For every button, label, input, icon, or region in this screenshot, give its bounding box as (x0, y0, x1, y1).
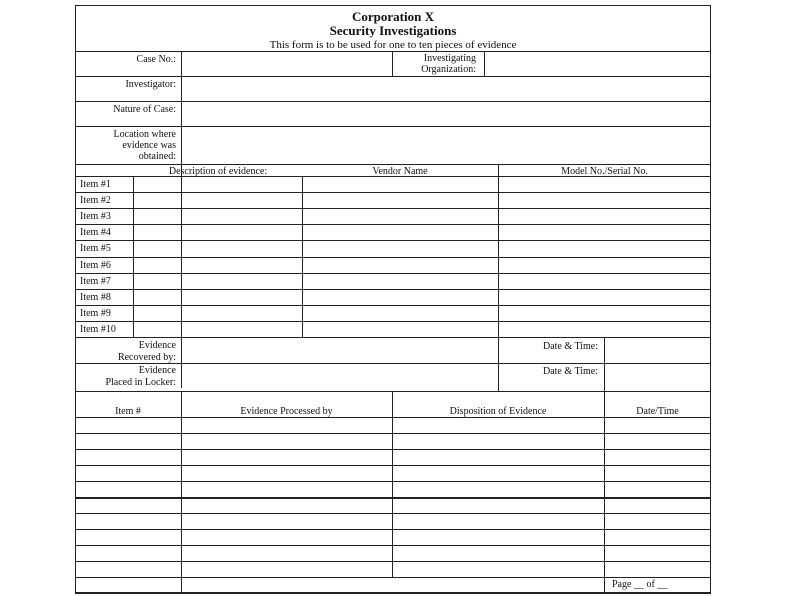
col-disposition: Disposition of Evidence (449, 406, 547, 417)
proc-processed-by-input[interactable] (182, 530, 391, 545)
placed-in-locker-label-2: Placed in Locker: (105, 377, 176, 388)
nature-of-case-input[interactable] (182, 102, 710, 126)
evidence-vendor-input[interactable] (303, 225, 497, 240)
col-description: Description of evidence: (168, 166, 268, 177)
proc-disposition-input[interactable] (393, 434, 603, 449)
proc-processed-by-input[interactable] (182, 562, 391, 577)
divider (484, 51, 485, 76)
proc-item-number-input[interactable] (76, 514, 180, 529)
proc-item-number-input[interactable] (76, 466, 180, 481)
recovered-by-label-2: Recovered by: (117, 352, 176, 363)
proc-item-number-input[interactable] (76, 418, 180, 433)
evidence-vendor-input[interactable] (303, 177, 497, 192)
col-date-time: Date/Time (636, 406, 679, 417)
divider (75, 391, 711, 392)
recovered-date-time-input[interactable] (605, 338, 710, 362)
divider (75, 164, 711, 165)
proc-processed-by-input[interactable] (182, 466, 391, 481)
evidence-item-label: Item #3 (80, 211, 111, 223)
evidence-model-serial-input[interactable] (499, 177, 710, 192)
evidence-item-label: Item #1 (80, 179, 111, 190)
proc-date-time-input[interactable] (605, 466, 710, 481)
evidence-item-label: Item #6 (80, 259, 111, 271)
evidence-vendor-input[interactable] (303, 193, 497, 208)
proc-date-time-input[interactable] (605, 418, 710, 433)
proc-processed-by-input[interactable] (182, 434, 391, 449)
form-instruction: This form is to be used for one to ten pieces of evidence (269, 39, 517, 51)
evidence-description-input[interactable] (134, 177, 301, 192)
page-number: Page __ of __ (612, 579, 668, 590)
evidence-description-input[interactable] (134, 241, 301, 256)
placed-date-time-input[interactable] (605, 364, 710, 390)
evidence-item-label: Item #2 (80, 195, 111, 207)
proc-processed-by-input[interactable] (182, 498, 391, 513)
proc-processed-by-input[interactable] (182, 418, 391, 433)
case-no-input[interactable] (182, 52, 390, 76)
evidence-model-serial-input[interactable] (499, 322, 710, 337)
evidence-model-serial-input[interactable] (499, 225, 710, 240)
evidence-description-input[interactable] (134, 274, 301, 289)
evidence-model-serial-input[interactable] (499, 306, 710, 321)
nature-of-case-label: Nature of Case: (113, 104, 176, 115)
investigating-org-label-2: Organization: (421, 64, 476, 75)
evidence-vendor-input[interactable] (303, 290, 497, 305)
col-vendor-name: Vendor Name (372, 166, 428, 177)
proc-disposition-input[interactable] (393, 418, 603, 433)
divider (392, 51, 393, 76)
divider (181, 391, 182, 593)
proc-date-time-input[interactable] (605, 434, 710, 449)
investigator-input[interactable] (182, 77, 710, 101)
evidence-item-label: Item #7 (80, 275, 111, 287)
placed-in-locker-input[interactable] (182, 364, 497, 390)
evidence-item-label: Item #4 (80, 227, 111, 239)
evidence-item-label: Item #9 (80, 307, 111, 319)
proc-item-number-input[interactable] (76, 578, 180, 593)
proc-item-number-input[interactable] (76, 482, 180, 497)
evidence-model-serial-input[interactable] (499, 193, 710, 208)
evidence-vendor-input[interactable] (303, 322, 497, 337)
company-title: Corporation X (352, 9, 434, 24)
proc-item-number-input[interactable] (76, 562, 180, 577)
recovered-by-label: Evidence (138, 340, 176, 351)
evidence-description-input[interactable] (134, 193, 301, 208)
proc-disposition-input[interactable] (393, 530, 603, 545)
proc-item-number-input[interactable] (76, 434, 180, 449)
evidence-vendor-input[interactable] (303, 258, 497, 273)
recovered-date-time-label: Date & Time: (542, 341, 598, 352)
evidence-description-input[interactable] (134, 322, 301, 337)
evidence-model-serial-input[interactable] (499, 241, 710, 256)
evidence-description-input[interactable] (134, 290, 301, 305)
case-no-label: Case No.: (136, 54, 176, 65)
proc-item-number-input[interactable] (76, 450, 180, 465)
proc-disposition-input[interactable] (393, 514, 603, 529)
divider (133, 176, 134, 337)
evidence-vendor-input[interactable] (303, 241, 497, 256)
col-model-serial: Model No./Serial No. (561, 166, 648, 177)
evidence-description-input[interactable] (134, 306, 301, 321)
department-title: Security Investigations (329, 23, 457, 38)
evidence-model-serial-input[interactable] (499, 209, 710, 224)
evidence-vendor-input[interactable] (303, 274, 497, 289)
proc-disposition-input[interactable] (393, 562, 603, 577)
proc-disposition-input[interactable] (393, 546, 603, 561)
proc-disposition-input[interactable] (393, 498, 603, 513)
proc-date-time-input[interactable] (605, 450, 710, 465)
divider (498, 164, 499, 391)
proc-processed-by-input[interactable] (182, 546, 391, 561)
proc-date-time-input[interactable] (605, 498, 710, 513)
evidence-model-serial-input[interactable] (499, 274, 710, 289)
divider (302, 176, 303, 337)
proc-date-time-input[interactable] (605, 530, 710, 545)
proc-item-number-input[interactable] (76, 530, 180, 545)
evidence-description-input[interactable] (134, 258, 301, 273)
divider (604, 337, 605, 391)
evidence-description-input[interactable] (134, 225, 301, 240)
proc-disposition-input[interactable] (393, 482, 603, 497)
proc-date-time-input[interactable] (605, 546, 710, 561)
proc-disposition-input[interactable] (393, 466, 603, 481)
evidence-model-serial-input[interactable] (499, 290, 710, 305)
evidence-vendor-input[interactable] (303, 306, 497, 321)
col-item-number: Item # (115, 406, 141, 417)
divider (75, 593, 711, 594)
evidence-model-serial-input[interactable] (499, 258, 710, 273)
investigator-label: Investigator: (125, 79, 176, 90)
investigating-org-input[interactable] (485, 52, 710, 76)
location-label-3: obtained: (138, 151, 176, 162)
proc-item-number-input[interactable] (76, 546, 180, 561)
evidence-description-input[interactable] (134, 209, 301, 224)
proc-processed-by-input[interactable] (182, 450, 391, 465)
proc-date-time-input[interactable] (605, 562, 710, 577)
divider (392, 391, 393, 577)
proc-date-time-input[interactable] (605, 482, 710, 497)
evidence-item-label: Item #10 (80, 323, 116, 335)
proc-processed-by-input[interactable] (182, 514, 391, 529)
col-processed-by: Evidence Processed by (240, 406, 333, 417)
proc-date-time-input[interactable] (605, 514, 710, 529)
placed-date-time-label: Date & Time: (542, 366, 598, 377)
divider (604, 391, 605, 593)
location-label: Location where (113, 129, 176, 140)
proc-item-number-input[interactable] (76, 498, 180, 513)
location-label-2: evidence was (122, 140, 176, 151)
evidence-item-label: Item #5 (80, 243, 111, 255)
location-input[interactable] (182, 127, 710, 163)
investigating-org-label: Investigating (423, 53, 476, 64)
evidence-vendor-input[interactable] (303, 209, 497, 224)
proc-disposition-input[interactable] (393, 450, 603, 465)
evidence-item-label: Item #8 (80, 291, 111, 303)
recovered-by-input[interactable] (182, 338, 497, 362)
placed-in-locker-label: Evidence (138, 365, 176, 376)
proc-processed-by-input[interactable] (182, 482, 391, 497)
